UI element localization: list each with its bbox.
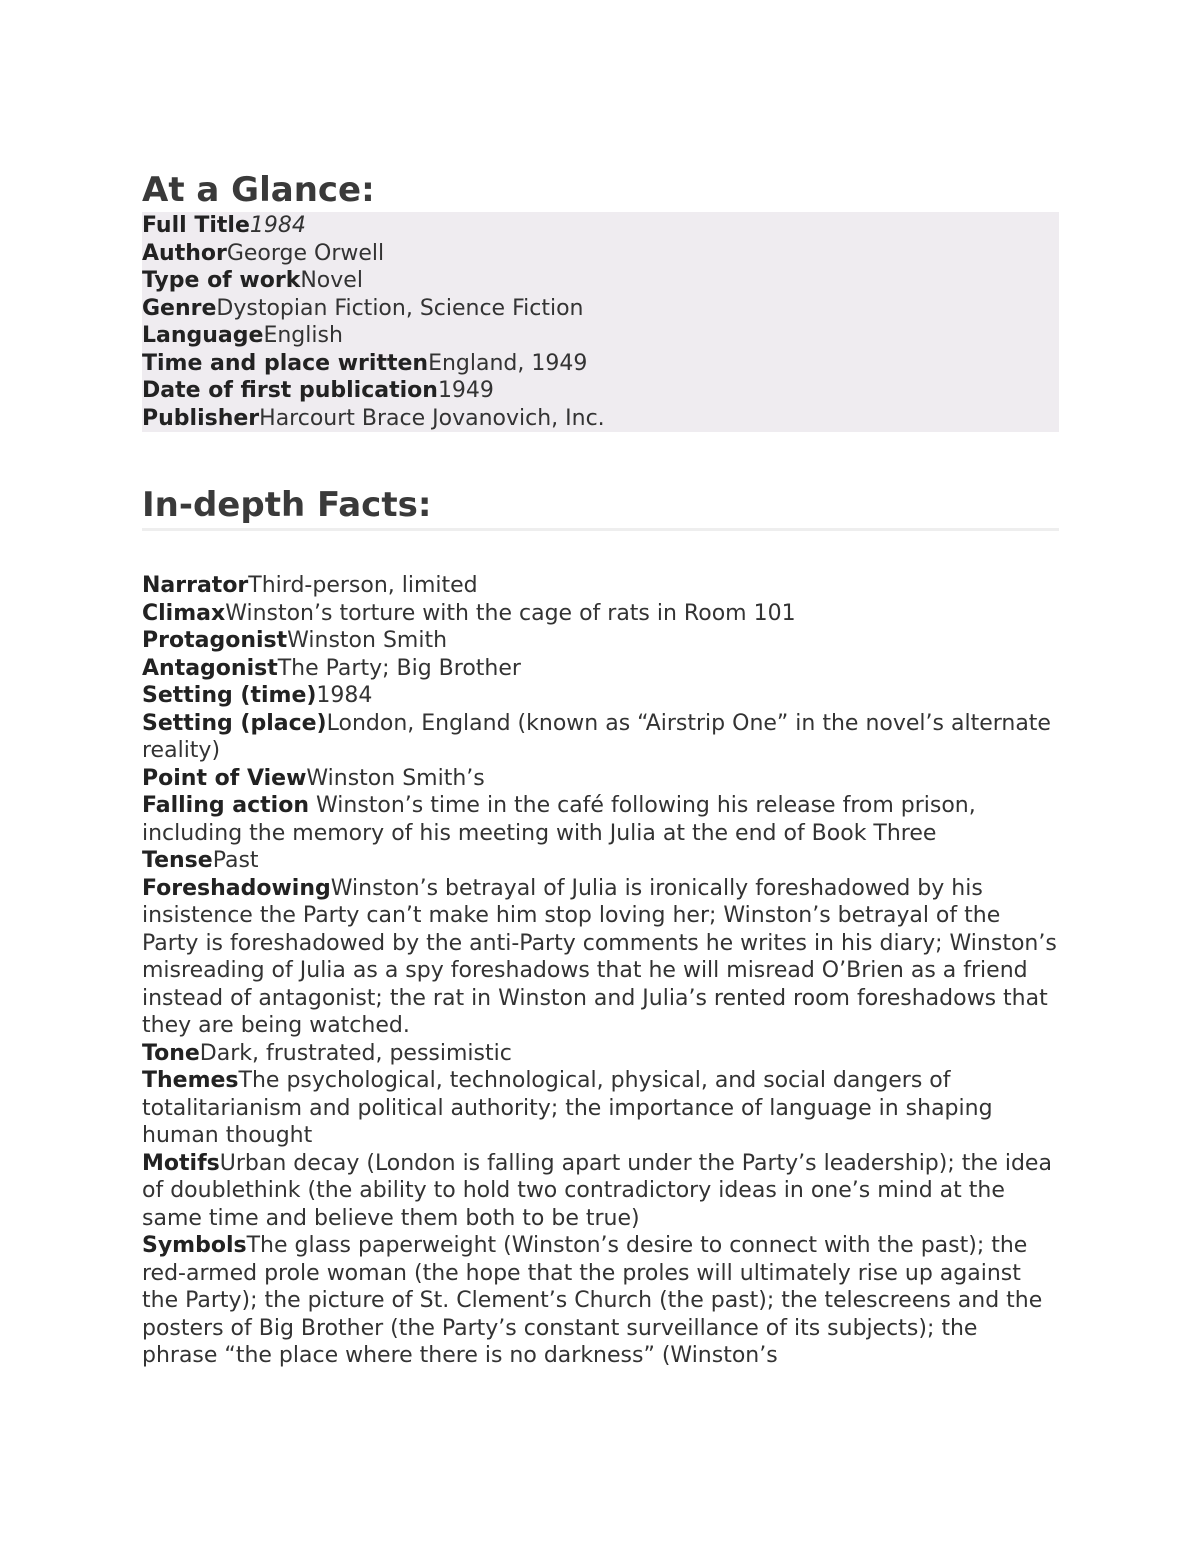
fact-row-publisher xyxy=(142,405,1059,433)
fact-row-protagonist xyxy=(142,627,1059,655)
fact-label: Foreshadowing xyxy=(142,875,331,901)
fact-label: Tense xyxy=(142,848,213,873)
fact-label: Falling action xyxy=(142,793,309,818)
fact-row-genre xyxy=(142,295,1059,323)
fact-value: Harcourt Brace Jovanovich, Inc. xyxy=(259,405,605,431)
fact-row-language xyxy=(142,322,1059,350)
fact-row-foreshadowing xyxy=(142,875,1059,1040)
fact-value: Winston Smith xyxy=(287,628,448,653)
fact-label: Time and place written xyxy=(142,350,429,376)
fact-row-point-of-view xyxy=(142,765,1059,793)
fact-row-antagonist xyxy=(142,655,1059,683)
fact-label: Publisher xyxy=(142,405,260,431)
fact-label: Setting (place) xyxy=(142,710,327,736)
fact-value: 1949 xyxy=(437,378,494,403)
fact-value: Third-person, limited xyxy=(248,573,478,598)
fact-value: Urban decay (London is falling apart under the Party’s leadership); the idea of doublethink (the ability to hold two contradictory ideas in one’s mind at the same time and believe them both to be true) xyxy=(142,1150,1052,1231)
fact-row-climax xyxy=(142,600,1059,628)
fact-label: Setting (time) xyxy=(142,683,317,708)
fact-row-first-publication xyxy=(142,377,1059,405)
fact-value: George Orwell xyxy=(226,240,385,266)
fact-label: Motifs xyxy=(142,1150,220,1176)
fact-label: Genre xyxy=(142,295,217,321)
fact-value: Winston Smith’s xyxy=(306,765,485,791)
fact-row-full-title xyxy=(142,212,1059,240)
fact-label: Author xyxy=(142,240,227,266)
fact-value: English xyxy=(263,323,343,348)
fact-value: Winston’s time in the café following his release from prison, including the memory of his meeting with Julia at the end of Book Three xyxy=(142,793,983,846)
document-page xyxy=(142,168,1059,1370)
at-a-glance-box xyxy=(142,212,1059,432)
fact-value: Dystopian Fiction, Science Fiction xyxy=(216,295,584,321)
fact-label: Point of View xyxy=(142,765,307,791)
fact-row-time-and-place xyxy=(142,350,1059,378)
fact-label: Protagonist xyxy=(142,628,288,653)
fact-value: 1984 xyxy=(249,213,306,238)
fact-value: The glass paperweight (Winston’s desire to connect with the past); the red-armed prole woman (the hope that the proles will ultimately rise up against the Party); the picture of St. Clement’s Church (the past); the telescreens and the posters of Big Brother (the Party’s constant surveillance of its subjects); the phrase “the place where there is no darkness” (Winston’s xyxy=(142,1233,1043,1368)
fact-label: Climax xyxy=(142,600,226,626)
fact-label: Antagonist xyxy=(142,655,278,681)
fact-label: Themes xyxy=(142,1068,239,1093)
fact-value: The psychological, technological, physical, and social dangers of totalitarianism and political authority; the importance of language in shaping human thought xyxy=(142,1068,993,1148)
fact-value: 1984 xyxy=(316,683,373,708)
fact-row-themes xyxy=(142,1067,1059,1150)
fact-label: Type of work xyxy=(142,268,301,293)
fact-row-setting-place xyxy=(142,710,1059,765)
fact-row-narrator xyxy=(142,572,1059,600)
fact-value: London, England (known as “Airstrip One” in the novel’s alternate reality) xyxy=(142,710,1051,763)
fact-value: The Party; Big Brother xyxy=(277,655,521,681)
fact-label: Narrator xyxy=(142,573,249,598)
fact-value: Dark, frustrated, pessimistic xyxy=(199,1040,512,1066)
fact-row-motifs xyxy=(142,1150,1059,1233)
fact-row-tone xyxy=(142,1040,1059,1068)
in-depth-facts-list xyxy=(142,572,1059,1370)
fact-value: Past xyxy=(212,848,259,873)
fact-label: Language xyxy=(142,323,264,348)
fact-label: Tone xyxy=(142,1040,200,1066)
heading-in-depth-facts: In-depth Facts: xyxy=(142,485,432,525)
heading-at-a-glance: At a Glance: xyxy=(142,170,375,210)
fact-value: Novel xyxy=(300,268,363,293)
fact-label: Date of first publication xyxy=(142,378,438,403)
fact-row-symbols xyxy=(142,1232,1059,1370)
fact-value: Winston’s torture with the cage of rats in Room 101 xyxy=(225,600,796,626)
fact-value: Winston’s betrayal of Julia is ironically foreshadowed by his insistence the Party can’t make him stop loving her; Winston’s betrayal of the Party is foreshadowed by the anti-Party comments he writes in his diary; Winston’s misreading of Julia as a spy foreshadows that he will misread O’Brien as a friend instead of antagonist; the rat in Winston and Julia’s rented room foreshadows that they are being watched. xyxy=(142,875,1057,1038)
fact-row-falling-action xyxy=(142,792,1059,847)
fact-row-setting-time xyxy=(142,682,1059,710)
fact-value: England, 1949 xyxy=(428,350,588,376)
fact-row-author xyxy=(142,240,1059,268)
heading-divider xyxy=(142,528,1059,531)
fact-row-tense xyxy=(142,847,1059,875)
fact-label: Full Title xyxy=(142,213,250,238)
fact-row-type-of-work xyxy=(142,267,1059,295)
fact-label: Symbols xyxy=(142,1233,247,1258)
